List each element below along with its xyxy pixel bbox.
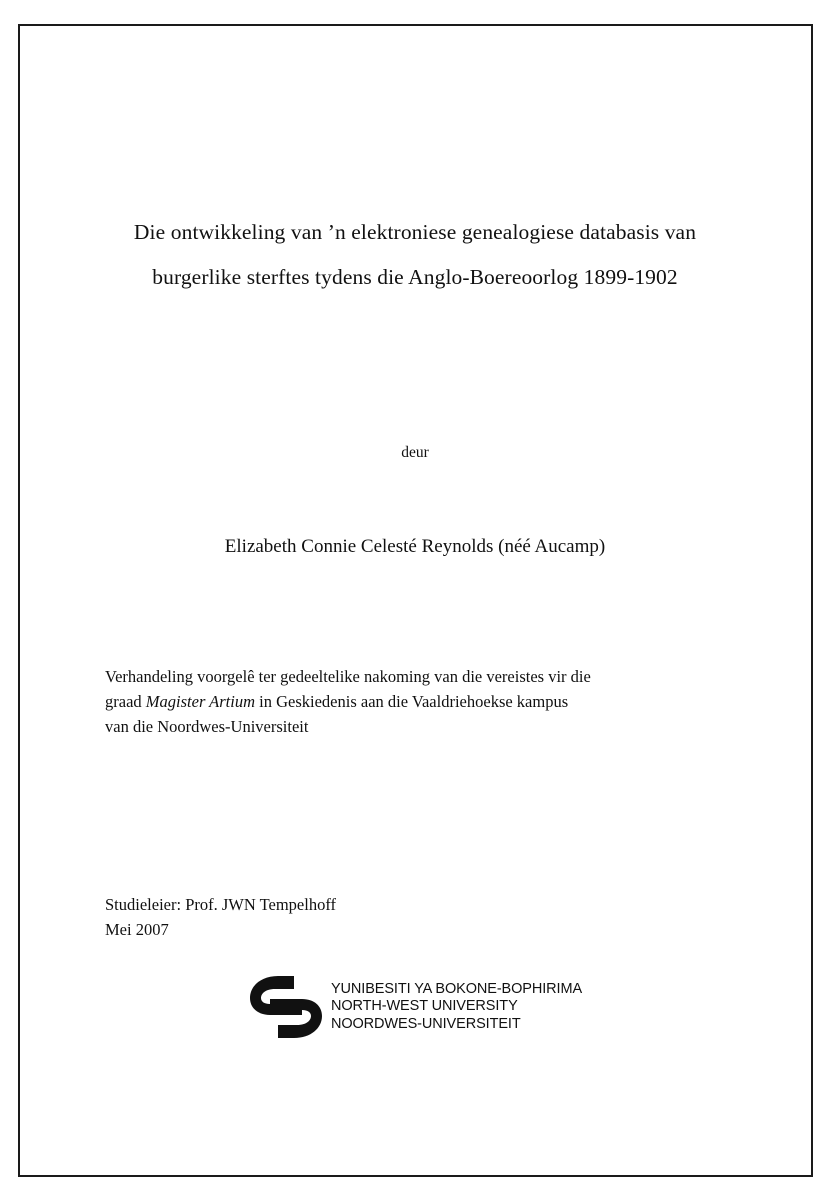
degree-statement [105, 664, 723, 739]
supervisor-line: Studieleier: Prof. JWN Tempelhoff [105, 895, 337, 914]
date-line: Mei 2007 [105, 920, 169, 939]
degree-name-italic: Magister Artium [145, 692, 256, 711]
author-name: Elizabeth Connie Celesté Reynolds (néé Aucamp) [224, 536, 606, 557]
title-page-content [100, 24, 730, 1177]
degree-statement-line-3: van die Noordwes-Universiteit [105, 717, 309, 736]
title-line-2: burgerlike sterftes tydens die Anglo-Boereoorlog 1899-1902 [152, 265, 678, 289]
logo-text-line-1: YUNIBESITI YA BOKONE-BOPHIRIMA [330, 980, 583, 997]
title-line-1: Die ontwikkeling van ’n elektroniese genealogiese databasis van [133, 220, 697, 244]
logo-text-line-2: NORTH-WEST UNIVERSITY [330, 998, 518, 1015]
degree-statement-line-2-suffix: in Geskiedenis aan die Vaaldriehoekse kampus [255, 692, 569, 711]
university-logo-block [100, 974, 730, 1040]
byline-label: deur [401, 444, 429, 461]
supervisor-and-date [105, 892, 605, 942]
document-title [100, 210, 730, 300]
degree-statement-line-2 [105, 689, 723, 714]
logo-text-line-3: NOORDWES-UNIVERSITEIT [330, 1015, 521, 1032]
degree-statement-line-2-prefix: graad [105, 692, 146, 711]
degree-statement-line-1: Verhandeling voorgelê ter gedeeltelike nakoming van die vereistes vir die [105, 667, 591, 686]
university-logo-text [331, 981, 582, 1034]
north-west-university-logo-icon [248, 974, 324, 1040]
